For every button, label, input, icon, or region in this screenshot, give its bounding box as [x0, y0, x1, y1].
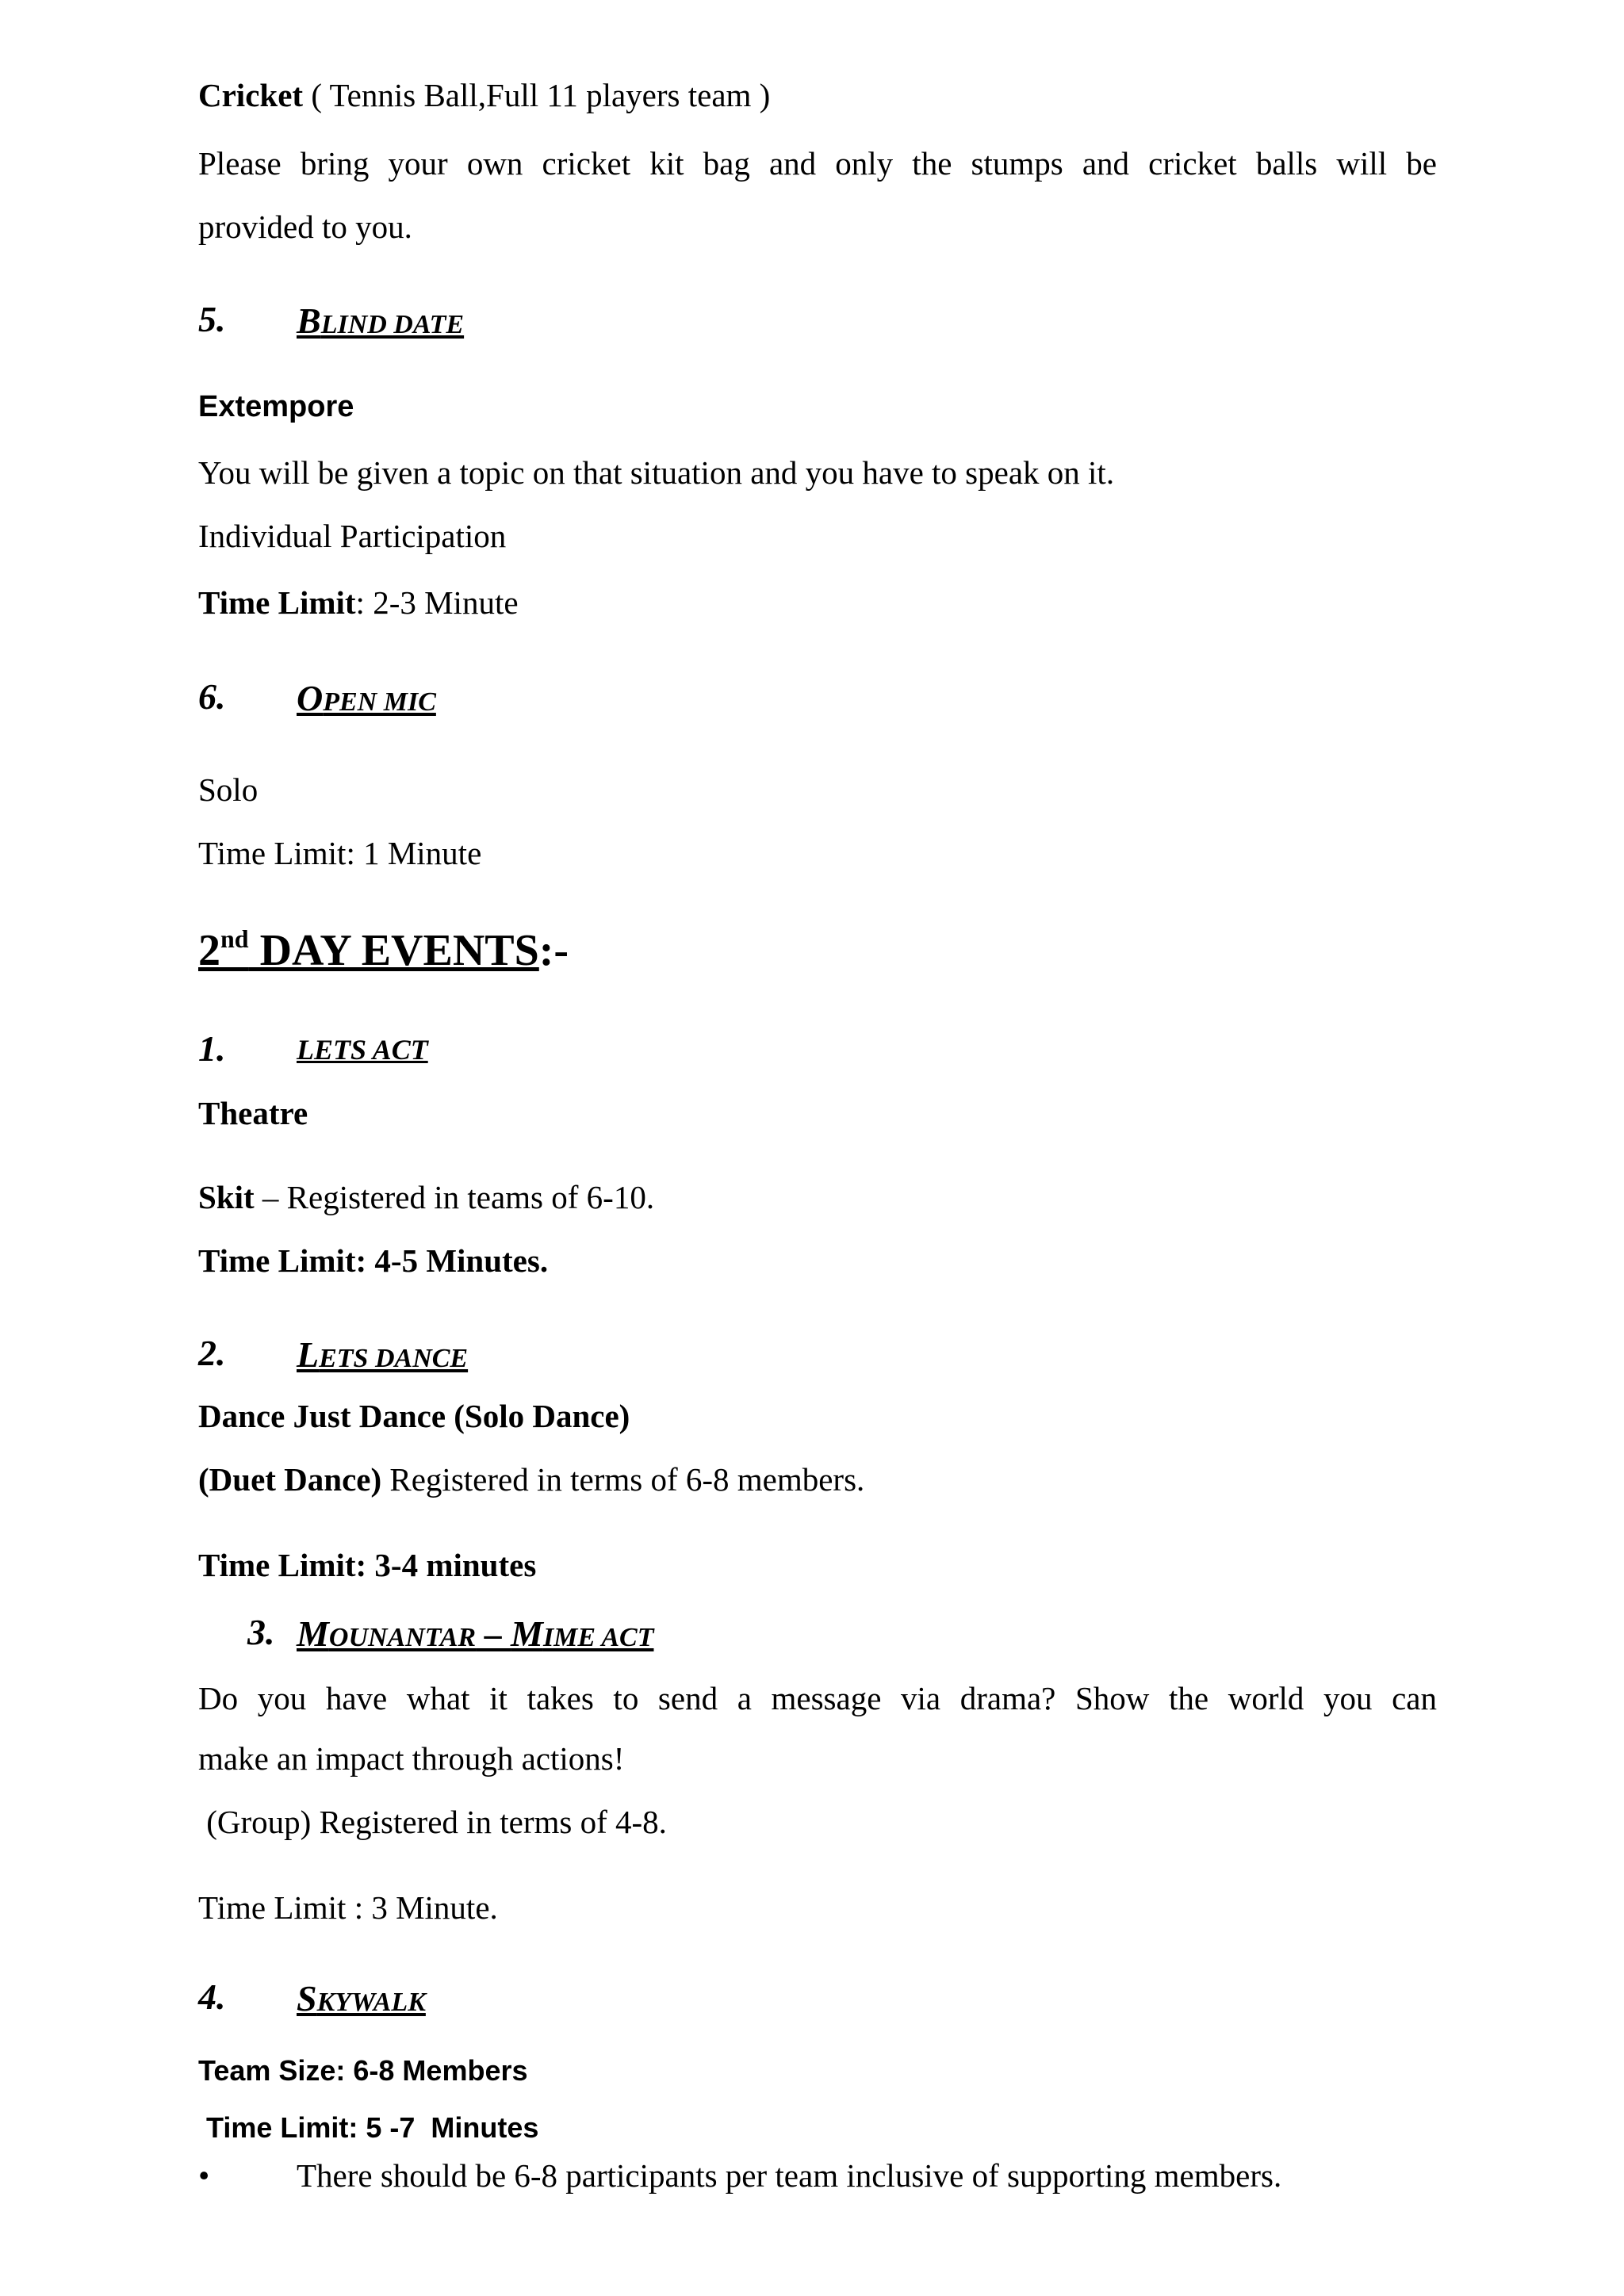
open-mic-type: Solo — [198, 771, 259, 808]
open-mic-time: Time Limit: 1 Minute — [198, 835, 482, 871]
skywalk-time: Time Limit: 5 -7 Minutes — [198, 2111, 539, 2144]
blind-date-title-rest: LIND DATE — [320, 310, 465, 339]
mime-title-part-1: OUNANTAR — [328, 1623, 477, 1652]
blind-date-title-initial: B — [297, 300, 321, 341]
mime-title-initial-1: M — [297, 1613, 329, 1654]
mime-time: Time Limit : 3 Minute. — [198, 1889, 498, 1926]
day2-heading-underlined — [198, 926, 539, 975]
lets-act-category: Theatre — [198, 1095, 308, 1131]
mime-number: 3. — [247, 1612, 275, 1652]
mime-title-dash: – — [476, 1615, 511, 1654]
cricket-desc-line1: Please bring your own cricket kit bag and only the stumps and cricket balls will be — [198, 145, 1437, 182]
blind-date-category: Extempore — [198, 390, 354, 423]
open-mic-title-rest: PEN MIC — [323, 687, 436, 717]
blind-date-time-line — [198, 584, 519, 621]
lets-act-skit-line — [198, 1181, 654, 1214]
lets-dance-title-rest: ETS DANCE — [319, 1344, 469, 1373]
day2-title: DAY EVENTS — [248, 926, 539, 975]
lets-act-time: Time Limit: 4-5 Minutes. — [198, 1242, 549, 1279]
open-mic-number: 6. — [198, 676, 226, 717]
day2-ordinal: nd — [220, 924, 249, 953]
open-mic-title-initial: O — [297, 678, 324, 718]
lets-act-skit-desc: – Registered in teams of 6-10. — [254, 1179, 655, 1215]
cricket-heading-line — [198, 79, 770, 112]
skywalk-title — [297, 1980, 426, 2017]
lets-dance-number: 2. — [198, 1333, 226, 1373]
cricket-desc-line2: provided to you. — [198, 209, 412, 245]
lets-dance-title-initial: L — [297, 1334, 320, 1375]
lets-act-title: LETS ACT — [297, 1034, 428, 1066]
mime-title-part-2: IME ACT — [542, 1623, 654, 1652]
skywalk-bullet: • — [198, 2157, 210, 2194]
lets-act-skit-label: Skit — [198, 1179, 255, 1215]
blind-date-participation: Individual Participation — [198, 518, 507, 554]
mime-title-initial-2: M — [511, 1613, 543, 1654]
blind-date-time-value: : 2-3 Minute — [355, 584, 519, 621]
skywalk-title-initial: S — [297, 1978, 317, 2019]
mime-group: (Group) Registered in terms of 4-8. — [198, 1804, 667, 1840]
skywalk-bullet-text: There should be 6-8 participants per team inclusive of supporting members. — [297, 2157, 1282, 2194]
lets-dance-time: Time Limit: 3-4 minutes — [198, 1547, 537, 1583]
cricket-subtitle: ( Tennis Ball,Full 11 players team ) — [303, 77, 771, 113]
lets-act-number: 1. — [198, 1028, 226, 1069]
lets-dance-duet-desc: Registered in terms of 6-8 members. — [381, 1461, 865, 1498]
day2-heading — [198, 926, 569, 973]
mime-desc-line1: Do you have what it takes to send a message via drama? Show the world you can — [198, 1680, 1437, 1716]
lets-dance-title — [297, 1334, 469, 1375]
blind-date-title — [297, 300, 465, 341]
lets-dance-duet-line — [198, 1461, 865, 1498]
mime-desc-line2: make an impact through actions! — [198, 1740, 625, 1777]
cricket-title: Cricket — [198, 77, 304, 113]
day2-number: 2 — [198, 926, 220, 975]
skywalk-team-size: Team Size: 6-8 Members — [198, 2054, 528, 2087]
day2-suffix: :- — [538, 926, 569, 975]
blind-date-number: 5. — [198, 299, 226, 339]
skywalk-number: 4. — [198, 1976, 226, 2017]
lets-dance-solo: Dance Just Dance (Solo Dance) — [198, 1398, 630, 1434]
blind-date-time-label: Time Limit — [198, 584, 356, 621]
mime-title — [297, 1613, 654, 1654]
skywalk-title-rest: KYWALK — [316, 1988, 426, 2017]
blind-date-desc: You will be given a topic on that situation and you have to speak on it. — [198, 454, 1115, 491]
lets-dance-duet-label: (Duet Dance) — [198, 1461, 382, 1498]
open-mic-title — [297, 680, 436, 717]
